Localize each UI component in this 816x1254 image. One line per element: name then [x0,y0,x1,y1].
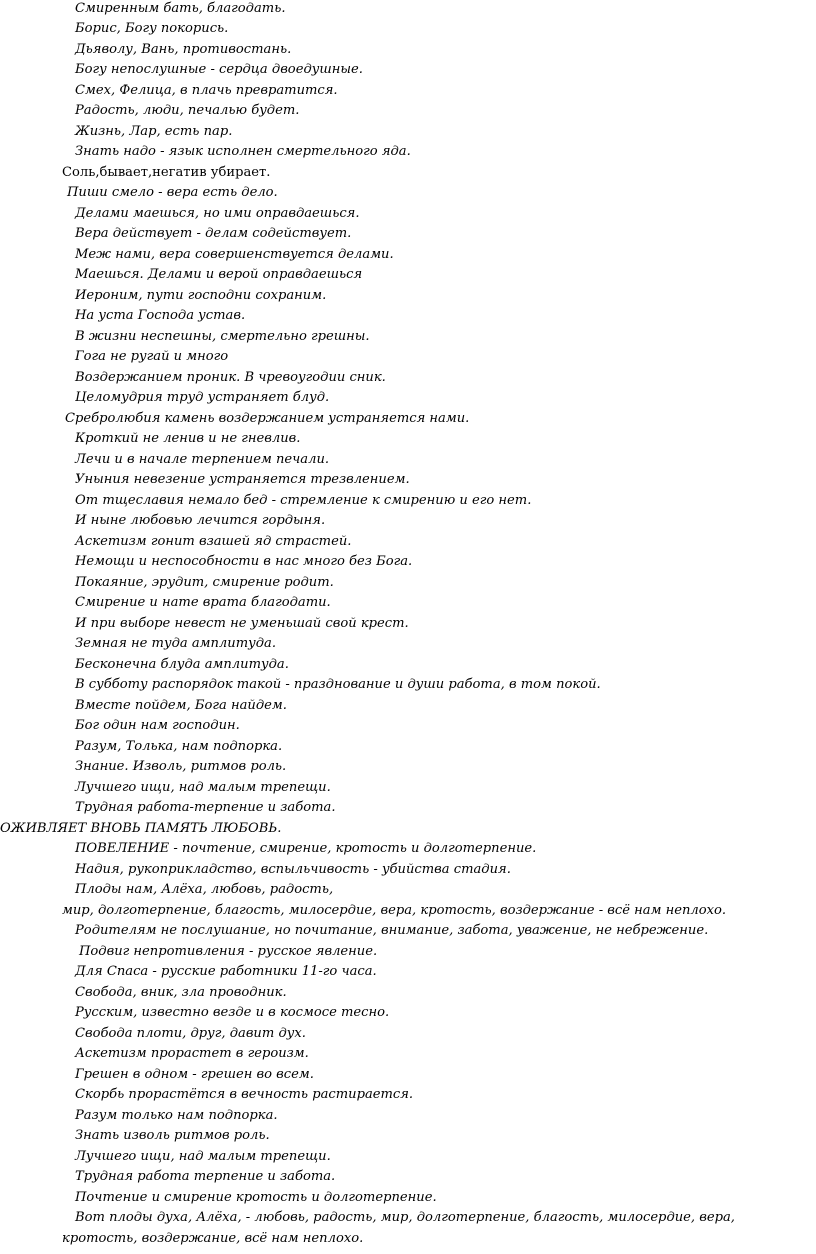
text-line: Жизнь, Лар, есть пар. [75,124,233,139]
text-line: Гога не ругай и много [75,349,229,364]
text-line: В субботу распорядок такой - празднование и души работа, в том покой. [75,677,601,692]
text-line: От тщеславия немало бед - стремление к смирению и его нет. [75,493,532,508]
text-line: Почтение и смирение кротость и долготерпение. [75,1190,437,1205]
text-line: Вместе пойдем, Бога найдем. [75,698,287,713]
text-line: Лучшего ищи, над малым трепещи. [75,1149,331,1164]
text-line: Меж нами, вера совершенствуется делами. [75,247,394,262]
text-line: Воздержанием проник. В чревоугодии сник. [75,370,386,385]
text-line: Вот плоды духа, Алёха, - любовь, радость, мир, долготерпение, благость, милосердие, вера, [75,1210,735,1225]
text-line: Родителям не послушание, но почитание, внимание, забота, уважение, не небрежение. [75,923,709,938]
text-line: Немощи и неспособности в нас много без Бога. [75,554,413,569]
text-line: Трудная работа терпение и забота. [75,1169,336,1184]
text-line: Бесконечна блуда амплитуда. [75,657,289,672]
text-line: На уста Господа устав. [75,308,246,323]
text-line: Борис, Богу покорись. [75,21,229,36]
text-line: Земная не туда амплитуда. [75,636,276,651]
text-line: Знание. Изволь, ритмов роль. [75,759,287,774]
text-line: Свобода, вник, зла проводник. [75,985,287,1000]
text-line: Маешься. Делами и верой оправдаешься [75,267,363,282]
text-line: И ныне любовью лечится гордыня. [75,513,326,528]
text-line: Богу непослушные - сердца двоедушные. [75,62,363,77]
text-line: Бог один нам господин. [75,718,240,733]
text-line: Радость, люди, печалью будет. [75,103,300,118]
text-line: Вера действует - делам содействует. [75,226,352,241]
text-line: Соль,бывает,негатив убирает. [62,165,271,180]
text-line: Сребролюбия камень воздержанием устраняется нами. [65,411,470,426]
text-line: Русским, известно везде и в космосе тесно. [75,1005,390,1020]
section-heading: ОЖИВЛЯЕТ ВНОВЬ ПАМЯТЬ ЛЮБОВЬ. [0,821,282,836]
text-line: Плоды нам, Алёха, любовь, радость, [75,882,334,897]
text-line: Целомудрия труд устраняет блуд. [75,390,330,405]
text-line: Уныния невезение устраняется трезвлением. [75,472,410,487]
text-line: Свобода плоти, друг, давит дух. [75,1026,306,1041]
text-line: Надия, рукоприкладство, вспыльчивость - убийства стадия. [75,862,511,877]
text-line: Знать изволь ритмов роль. [75,1128,270,1143]
text-line: Трудная работа-терпение и забота. [75,800,336,815]
text-line: Дьяволу, Вань, противостань. [75,42,292,57]
text-line: Лечи и в начале терпением печали. [75,452,330,467]
text-line: Смех, Фелица, в плачь превратится. [75,83,338,98]
text-line: Смиренным бать, благодать. [75,1,286,16]
text-line: Грешен в одном - грешен во всем. [75,1067,314,1082]
text-line: Подвиг непротивления - русское явление. [79,944,378,959]
text-line: Покаяние, эрудит, смирение родит. [75,575,334,590]
text-line: кротость, воздержание, всё нам неплохо. [62,1231,364,1246]
text-line: Смирение и нате врата благодати. [75,595,331,610]
text-line: Разум только нам подпорка. [75,1108,278,1123]
text-line: Лучшего ищи, над малым трепещи. [75,780,331,795]
text-line: мир, долготерпение, благость, милосердие, вера, кротость, воздержание - всё нам неплохо. [62,903,727,918]
text-line: В жизни неспешны, смертельно грешны. [75,329,370,344]
text-line: Для Спаса - русские работники 11-го часа. [75,964,377,979]
text-line: ПОВЕЛЕНИЕ - почтение, смирение, кротость и долготерпение. [75,841,537,856]
text-line: Аскетизм гонит взашей яд страстей. [75,534,352,549]
text-line: Иероним, пути господни сохраним. [75,288,327,303]
text-line: Пиши смело - вера есть дело. [67,185,278,200]
text-line: Аскетизм прорастет в героизм. [75,1046,309,1061]
text-line: Разум, Толька, нам подпорка. [75,739,283,754]
text-line: Кроткий не ленив и не гневлив. [75,431,301,446]
text-line: И при выборе невест не уменьшай свой крест. [75,616,409,631]
text-line: Делами маешься, но ими оправдаешься. [75,206,360,221]
text-line: Скорбь прорастётся в вечность растирается. [75,1087,414,1102]
text-line: Знать надо - язык исполнен смертельного яда. [75,144,411,159]
